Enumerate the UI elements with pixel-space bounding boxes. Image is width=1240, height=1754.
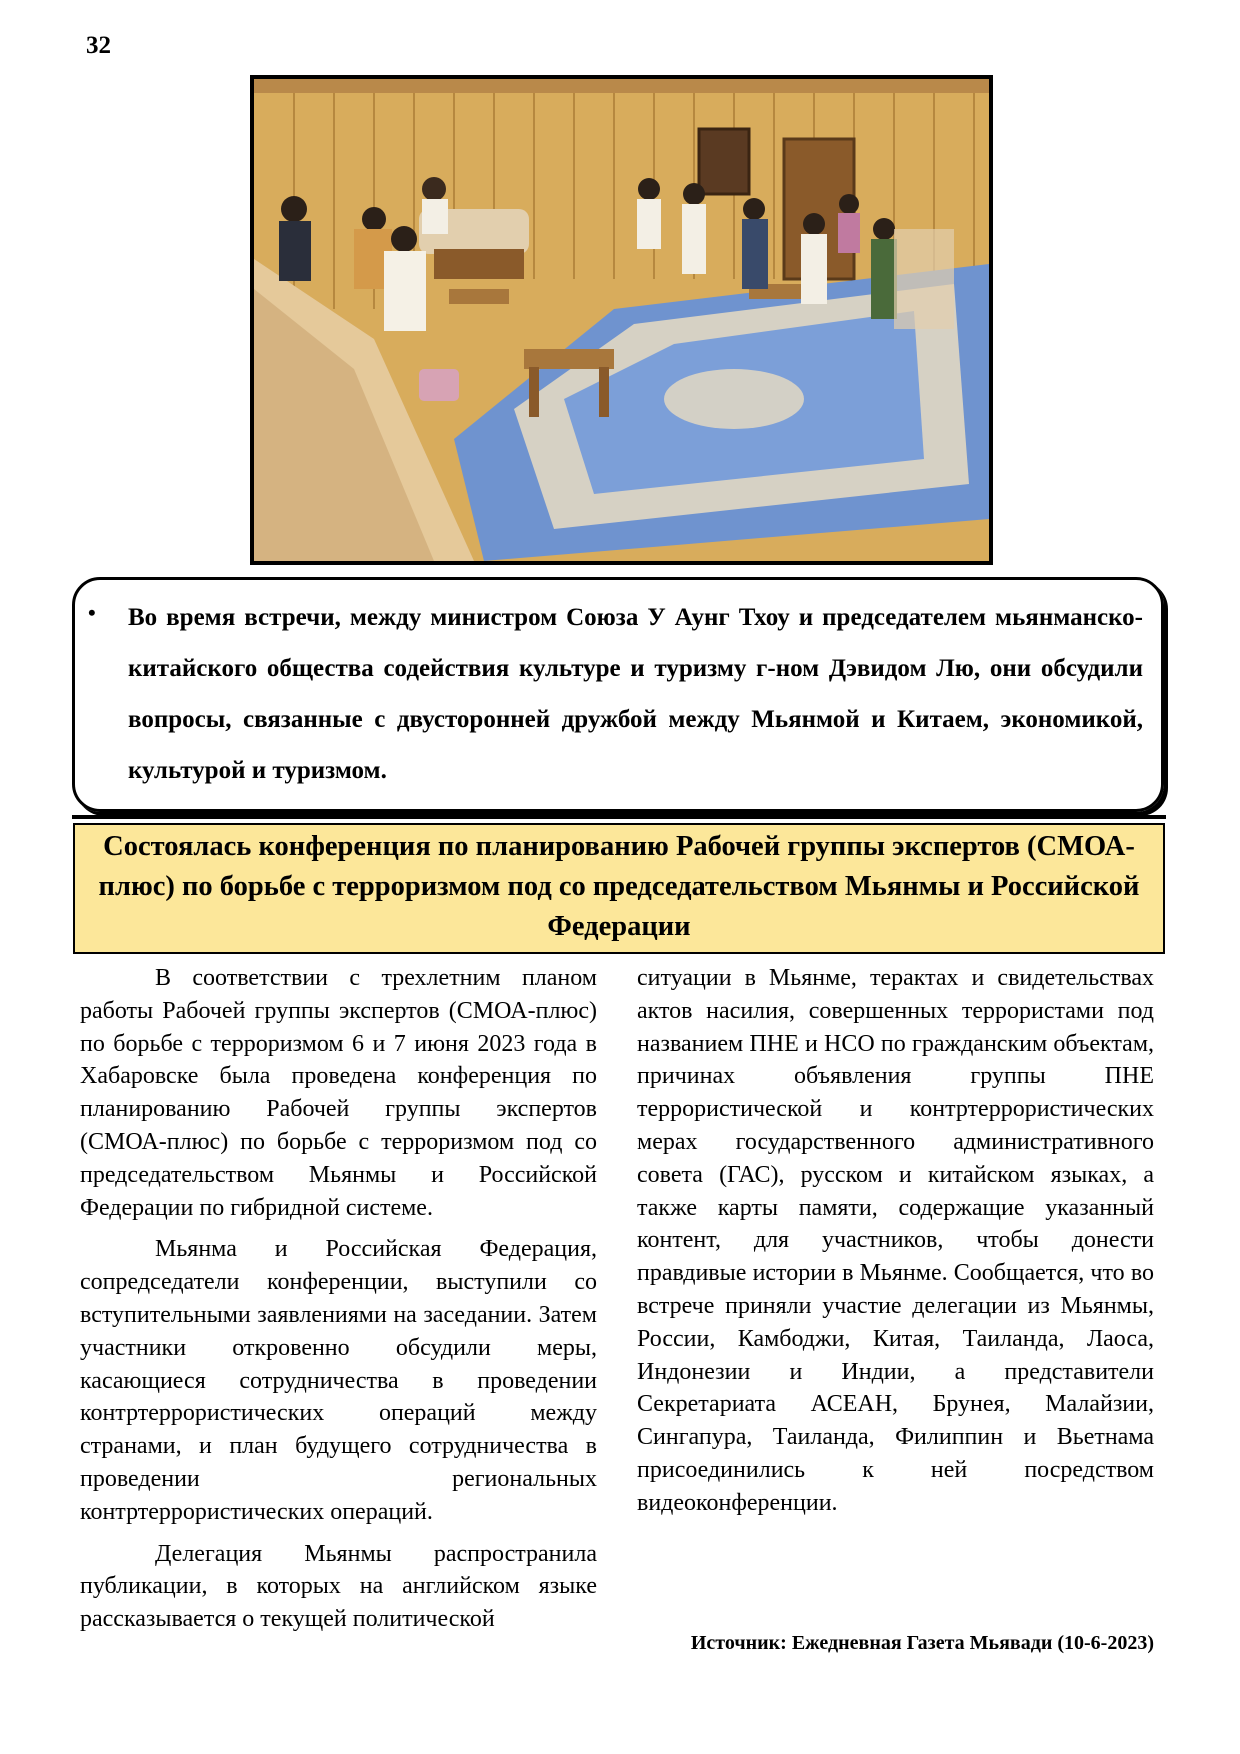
meeting-photo — [250, 75, 993, 565]
paragraph: ситуации в Мьянме, терактах и свидетельствах актов насилия, совершенных террористами под названием ПНЕ и НСО по гражданским объектам, причинах объявления группы ПНЕ террористической и контртеррористических мерах государственного административного совета (ГАС), русском и китайском языках, а также карты памяти, содержащие указанный контент, для участников, чтобы донести правдивые истории в Мьянме. Сообщается, что во встрече приняли участие делегации из Мьянмы, России, Камбоджи, Китая, Таиланда, Лаоса, Индонезии и Индии, а представители Секретариата АСЕАН, Брунея, Малайзии, Сингапура, Таиланда, Филиппин и Вьетнама присоединились к ней посредством видеоконференции. — [637, 965, 1154, 1516]
paragraph: Мьянма и Российская Федерация, сопредседатели конференции, выступили со вступительными заявлениями на заседании. Затем участники откровенно обсудили меры, касающиеся сотрудничества в проведении контртеррористических операций между странами, и план будущего сотрудничества в проведении региональных контртеррористических операций. — [80, 1236, 597, 1525]
page-number: 32 — [86, 32, 111, 59]
source-credit: Источник: Ежедневная Газета Мьявади (10-6-2023) — [690, 1632, 1154, 1654]
article-column-right — [637, 962, 1154, 1520]
paragraph: В соответствии с трехлетним планом работы Рабочей группы экспертов (СМОА-плюс) по борьбе с терроризмом 6 и 7 июня 2023 года в Хабаровске была проведена конференция по планированию Рабочей группы экспертов (СМОА-плюс) по борьбе с терроризмом под со председательством Мьянмы и Российской Федерации по гибридной системе. — [80, 965, 597, 1221]
photo-caption: Во время встречи, между министром Союза У Аунг Тхоу и председателем мьянманско-китайского общества содействия культуре и туризму г-ном Дэвидом Лю, они обсудили вопросы, связанные с двусторонней дружбой между Мьянмой и Китаем, экономикой, культурой и туризмом. — [128, 604, 1143, 784]
divider — [72, 815, 1166, 819]
paragraph: Делегация Мьянмы распространила публикации, в которых на английском языке рассказывается о текущей политической — [80, 1540, 597, 1633]
article-headline: Состоялась конференция по планированию Рабочей группы экспертов (СМОА-плюс) по борьбе с терроризмом под со председательством Мьянмы и Российской Федерации — [98, 831, 1140, 942]
bullet-icon: • — [88, 600, 96, 625]
article-column-left — [80, 962, 597, 1636]
